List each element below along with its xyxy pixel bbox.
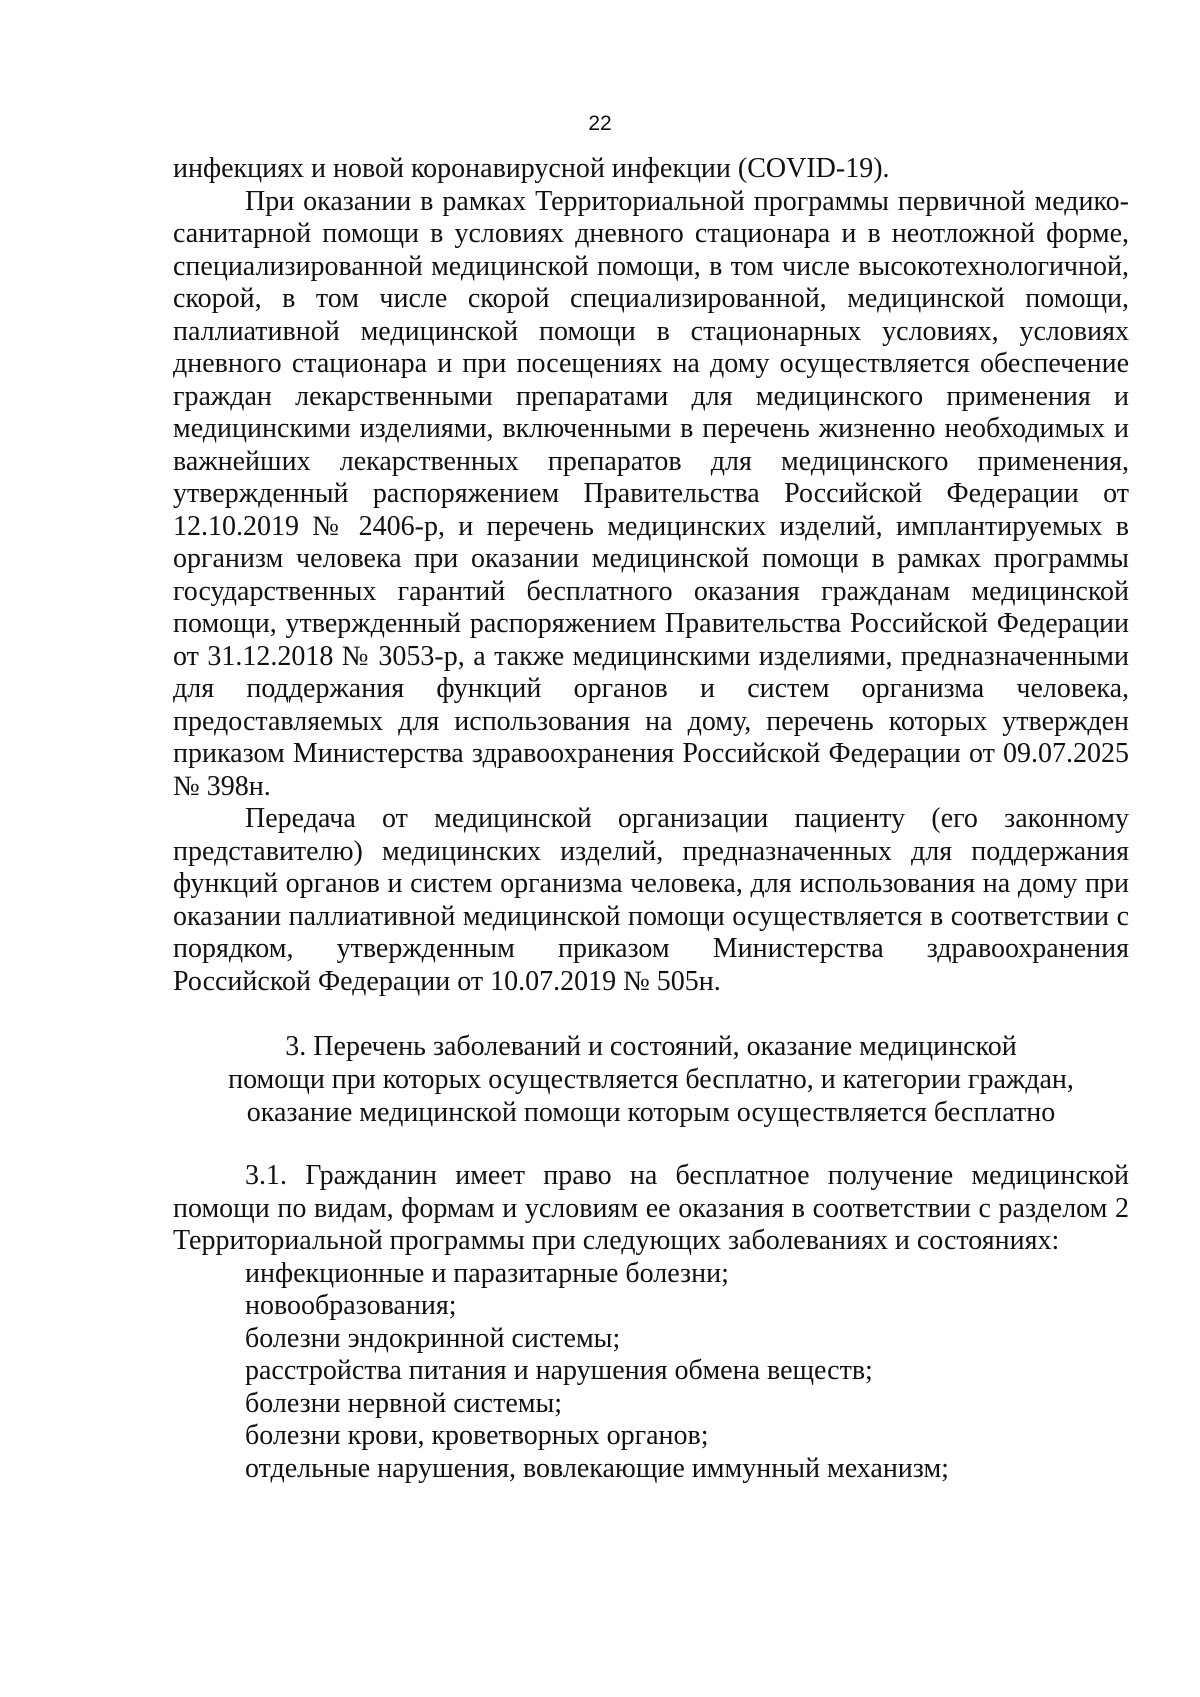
paragraph-medication-provision: При оказании в рамках Территориальной программы первичной медико-санитарной помощи в условиях дневного стационара и в неотложной форме, специализированной медицинской помощи, в том числе высокотехнологичной, скорой, в том числе скорой специализированной, медицинской помощи, паллиативной медицинской помощи в стационарных условиях, условиях дневного стационара и при посещениях на дому осуществляется обеспечение граждан лекарственными препаратами для медицинского применения и медицинскими изделиями, включенными в перечень жизненно необходимых и важнейших лекарственных препаратов для медицинского применения, утвержденный распоряжением Правительства Российской Федерации от 12.10.2019 № 2406-р, и перечень медицинских изделий, имплантируемых в организм человека при оказании медицинской помощи в рамках программы государственных гарантий бесплатного оказания гражданам медицинской помощи, утвержденный распоряжением Правительства Российской Федерации от 31.12.2018 № 3053-р, а также медицинскими изделиями, предназначенными для поддержания функций органов и систем организма человека, предоставляемых для использования на дому, перечень которых утвержден приказом Министерства здравоохранения Российской Федерации от 09.07.2025 № 398н. (173, 185, 1129, 802)
section-heading-line: помощи при которых осуществляется бесплатно, и категории граждан, (228, 1064, 1074, 1095)
section-heading (173, 1030, 1129, 1129)
list-item: болезни нервной системы; (245, 1387, 563, 1419)
paragraph-device-transfer: Передача от медицинской организации пациенту (его законному представителю) медицинских изделий, предназначенных для поддержания функций органов и систем организма человека, для использования на дому при оказании паллиативной медицинской помощи осуществляется в соответствии с порядком, утвержденным приказом Министерства здравоохранения Российской Федерации от 10.07.2019 № 505н. (173, 803, 1129, 997)
section-intro-paragraph: 3.1. Гражданин имеет право на бесплатное получение медицинской помощи по видам, формам и условиям ее оказания в соответствии с разделом 2 Территориальной программы при следующих заболеваниях и состояниях: (173, 1160, 1129, 1256)
document-body (173, 153, 1129, 1485)
list-item: болезни эндокринной системы; (245, 1322, 621, 1354)
paragraph-continuation: инфекциях и новой коронавирусной инфекции (COVID-19). (173, 153, 890, 184)
list-item: новообразования; (245, 1290, 457, 1321)
section-heading-line: оказание медицинской помощи которым осуществляется бесплатно (246, 1097, 1056, 1128)
page-number: 22 (588, 112, 612, 135)
conditions-list (173, 1258, 1129, 1486)
list-item: расстройства питания и нарушения обмена веществ; (245, 1355, 873, 1386)
list-item: отдельные нарушения, вовлекающие иммунный механизм; (245, 1452, 949, 1484)
list-item: инфекционные и паразитарные болезни; (245, 1257, 729, 1289)
list-item: болезни крови, кроветворных органов; (245, 1420, 709, 1451)
section-heading-line: 3. Перечень заболеваний и состояний, оказание медицинской (285, 1031, 1017, 1062)
